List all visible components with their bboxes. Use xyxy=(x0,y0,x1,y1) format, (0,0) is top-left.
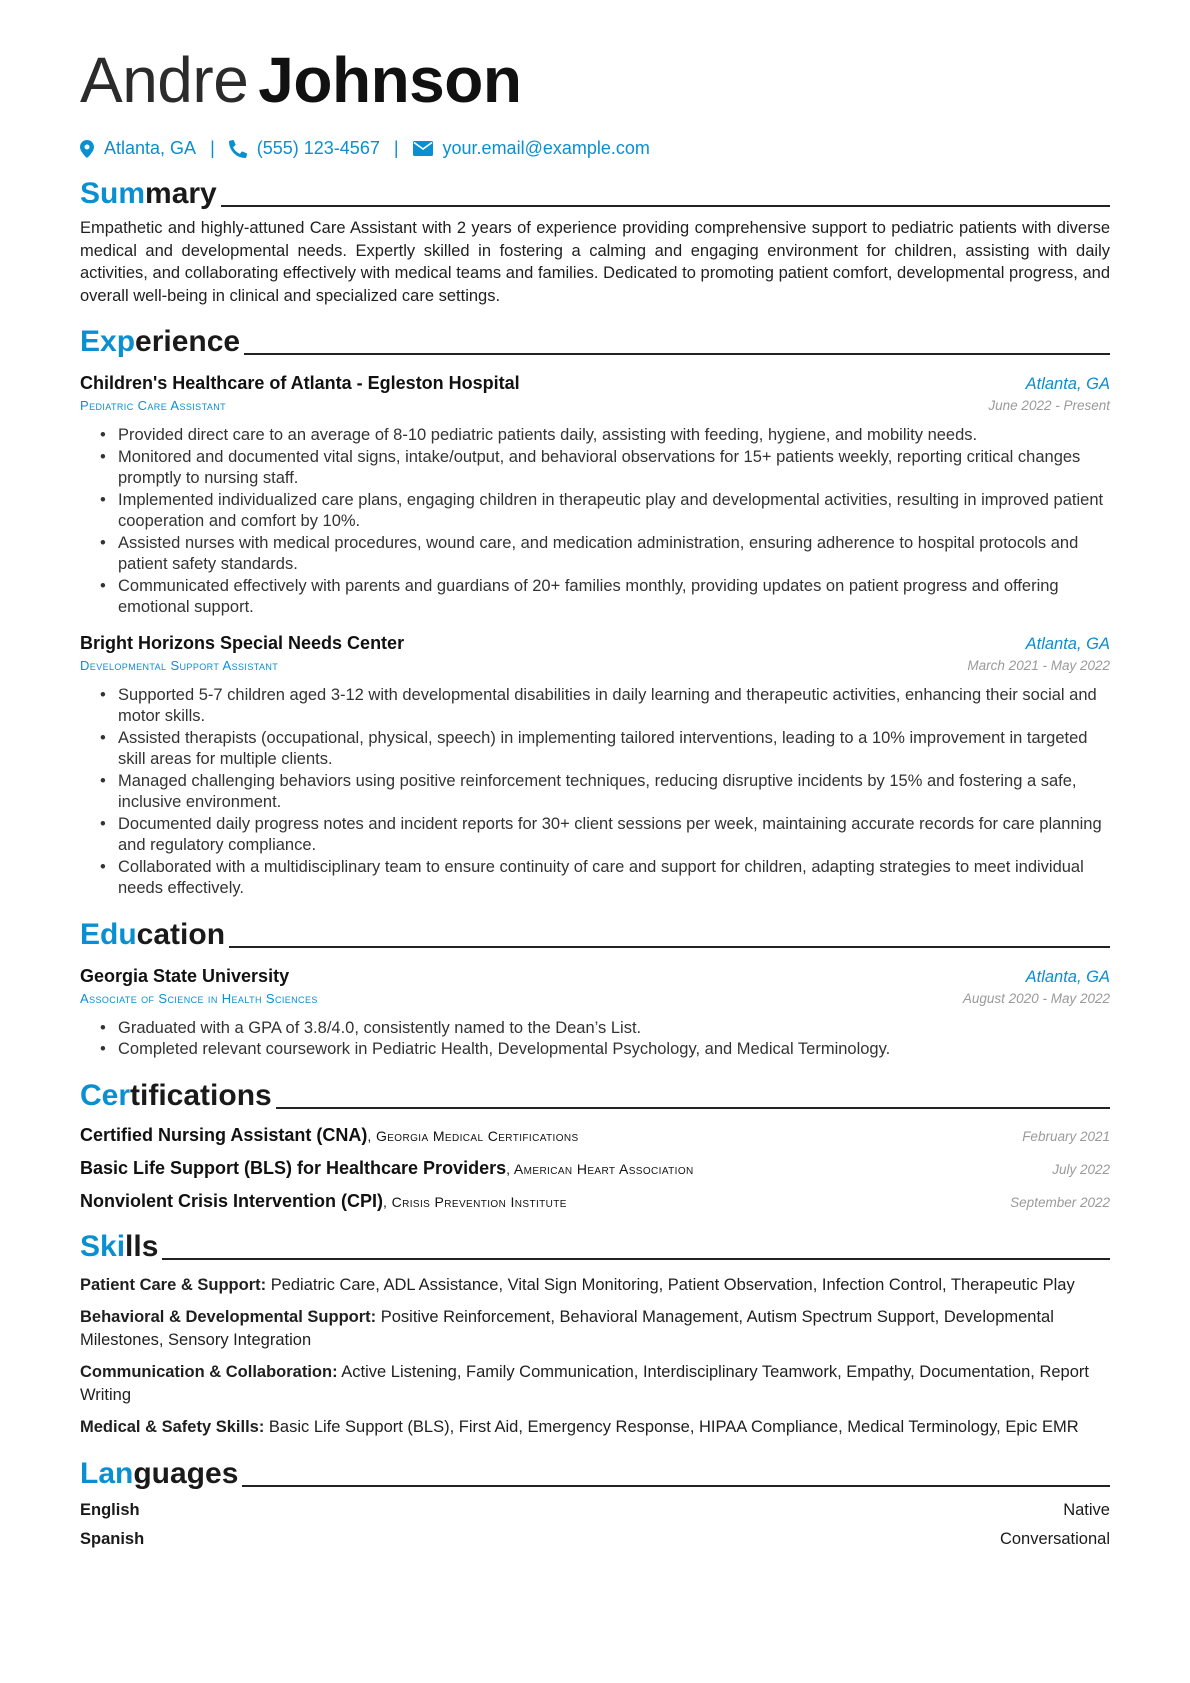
bullet-item: • Provided direct care to an average of 8-10 pediatric patients daily, assisting with feeding, hygiene, and mobility needs. xyxy=(100,425,1110,447)
first-name: Andre xyxy=(80,44,249,116)
skill-list: Basic Life Support (BLS), First Aid, Emergency Response, HIPAA Compliance, Medical Terminology, Epic EMR xyxy=(264,1418,1079,1436)
certification-name: Nonviolent Crisis Intervention (CPI) xyxy=(80,1190,384,1211)
phone-text: (555) 123-4567 xyxy=(256,138,380,158)
location-pin-icon xyxy=(80,140,94,158)
section-header xyxy=(80,173,1110,211)
certification-item xyxy=(80,1191,1110,1212)
degree-title: Associate of Science in Health Sciences xyxy=(80,990,318,1006)
school-name: Georgia State University xyxy=(80,965,290,986)
bullet-item: • Managed challenging behaviors using positive reinforcement techniques, reducing disruptive incidents by 15% and fostering a safe, inclusive environment. xyxy=(100,771,1110,814)
summary-section xyxy=(80,173,1110,307)
skill-label: Communication & Collaboration: xyxy=(80,1363,338,1381)
skill-label: Behavioral & Developmental Support: xyxy=(80,1308,377,1326)
skill-list: Positive Reinforcement, Behavioral Management, Autism Spectrum Support, Developmental Milestones, Sensory Integration xyxy=(80,1308,1054,1349)
skills-section xyxy=(80,1226,1110,1439)
language-level: Conversational xyxy=(999,1529,1110,1548)
section-divider xyxy=(276,1107,1110,1109)
bullet-item: • Completed relevant coursework in Pediatric Health, Developmental Psychology, and Medical Terminology. xyxy=(100,1039,1110,1061)
section-header xyxy=(80,1075,1110,1113)
certification-name: Certified Nursing Assistant (CNA) xyxy=(80,1124,368,1145)
certification-date: February 2021 xyxy=(1022,1128,1110,1144)
certification-date: September 2022 xyxy=(1010,1194,1110,1210)
job-location: Atlanta, GA xyxy=(1025,634,1110,653)
location-item xyxy=(80,138,196,159)
certification-date: July 2022 xyxy=(1052,1161,1110,1177)
summary-text: Empathetic and highly-attuned Care Assistant with 2 years of experience providing comprehensive support to pediatric patients with diverse medical and developmental needs. Expertly skilled in fostering a calming and engaging environment for children, assisting with daily activities, and collaborating effectively with medical teams and families. Dedicated to promoting patient comfort, developmental progress, and overall well-being in clinical and specialized care settings. xyxy=(80,219,1110,305)
education-bullets xyxy=(80,1018,1110,1061)
section-divider xyxy=(242,1485,1110,1487)
skill-label: Patient Care & Support: xyxy=(80,1275,267,1294)
language-level: Native xyxy=(1063,1500,1110,1519)
section-title: Certifications xyxy=(80,1078,272,1112)
phone-item[interactable] xyxy=(229,138,380,159)
certification-issuer: , Georgia Medical Certifications xyxy=(367,1127,579,1144)
contact-bar xyxy=(80,138,1110,159)
languages-section xyxy=(80,1453,1110,1549)
certification-item xyxy=(80,1125,1110,1146)
certification-name: Basic Life Support (BLS) for Healthcare Providers xyxy=(80,1157,507,1178)
bullet-item: • Assisted therapists (occupational, physical, speech) in implementing tailored interventions, leading to a 10% improvement in targeted skill areas for multiple clients. xyxy=(100,728,1110,771)
job-bullets xyxy=(80,425,1110,619)
section-divider xyxy=(221,205,1110,207)
language-item xyxy=(80,1530,1110,1549)
section-divider xyxy=(162,1258,1110,1260)
language-name: English xyxy=(80,1500,140,1519)
section-header xyxy=(80,1453,1110,1491)
section-title: Experience xyxy=(80,325,241,358)
bullet-item: • Assisted nurses with medical procedures, wound care, and medication administration, ensuring adherence to hospital protocols and patient safety standards. xyxy=(100,533,1110,576)
section-header xyxy=(80,321,1110,359)
skill-list: Active Listening, Family Communication, Interdisciplinary Teamwork, Empathy, Documentation, Report Writing xyxy=(80,1363,1089,1404)
skill-list: Pediatric Care, ADL Assistance, Vital Sign Monitoring, Patient Observation, Infection Control, Therapeutic Play xyxy=(266,1275,1075,1294)
envelope-icon xyxy=(413,141,433,156)
bullet-item: • Supported 5-7 children aged 3-12 with developmental disabilities in daily learning and therapeutic activities, enhancing their social and motor skills. xyxy=(100,685,1110,728)
bullet-item: • Communicated effectively with parents and guardians of 20+ families monthly, providing updates on patient progress and offering emotional support. xyxy=(100,576,1110,619)
section-title: Languages xyxy=(80,1456,239,1490)
certification-issuer: , American Heart Association xyxy=(506,1160,694,1177)
language-item xyxy=(80,1501,1110,1520)
certification-issuer: , Crisis Prevention Institute xyxy=(383,1193,567,1210)
last-name: Johnson xyxy=(258,44,522,116)
employer-name: Children's Healthcare of Atlanta - Egleston Hospital xyxy=(80,373,520,393)
section-header xyxy=(80,1226,1110,1264)
section-divider xyxy=(229,946,1110,948)
contact-separator: | xyxy=(210,138,215,158)
phone-icon xyxy=(229,140,247,158)
job-dates: June 2022 - Present xyxy=(988,398,1110,413)
employer-name: Bright Horizons Special Needs Center xyxy=(80,632,405,653)
school-location: Atlanta, GA xyxy=(1025,967,1110,986)
experience-section xyxy=(80,321,1110,900)
section-divider xyxy=(244,353,1110,355)
skill-group xyxy=(80,1361,1110,1406)
skill-group xyxy=(80,1416,1110,1439)
skill-label: Medical & Safety Skills: xyxy=(80,1418,265,1436)
skill-group xyxy=(80,1306,1110,1351)
email-text: your.email@example.com xyxy=(442,138,650,158)
experience-entry xyxy=(80,633,1110,900)
job-dates: March 2021 - May 2022 xyxy=(967,657,1110,673)
job-bullets xyxy=(80,685,1110,900)
bullet-item: • Documented daily progress notes and incident reports for 30+ client sessions per week, maintaining accurate records for care planning and regulatory compliance. xyxy=(100,814,1110,857)
section-title: Education xyxy=(80,917,226,951)
bullet-item: • Implemented individualized care plans, engaging children in therapeutic play and developmental activities, resulting in improved patient cooperation and comfort by 10%. xyxy=(100,490,1110,533)
experience-entry xyxy=(80,373,1110,619)
education-section xyxy=(80,914,1110,1061)
bullet-item: • Collaborated with a multidisciplinary team to ensure continuity of care and support for children, adapting strategies to meet individual needs effectively. xyxy=(100,857,1110,900)
candidate-name xyxy=(80,44,1110,116)
education-entry xyxy=(80,966,1110,1061)
skill-group xyxy=(80,1274,1110,1297)
email-item[interactable] xyxy=(413,138,650,159)
bullet-item: • Monitored and documented vital signs, intake/output, and behavioral observations for 15+ patients weekly, reporting critical changes promptly to nursing staff. xyxy=(100,447,1110,490)
job-title: Pediatric Care Assistant xyxy=(80,398,227,413)
language-name: Spanish xyxy=(80,1529,145,1548)
section-header xyxy=(80,914,1110,952)
location-text: Atlanta, GA xyxy=(104,138,197,158)
section-title: Summary xyxy=(80,177,217,210)
education-dates: August 2020 - May 2022 xyxy=(962,990,1110,1006)
section-title: Skills xyxy=(80,1229,159,1263)
bullet-item: • Graduated with a GPA of 3.8/4.0, consistently named to the Dean’s List. xyxy=(100,1018,1110,1040)
contact-separator: | xyxy=(393,138,399,158)
job-title: Developmental Support Assistant xyxy=(80,657,279,673)
job-location: Atlanta, GA xyxy=(1025,375,1110,393)
certification-item xyxy=(80,1158,1110,1179)
certifications-section xyxy=(80,1075,1110,1212)
